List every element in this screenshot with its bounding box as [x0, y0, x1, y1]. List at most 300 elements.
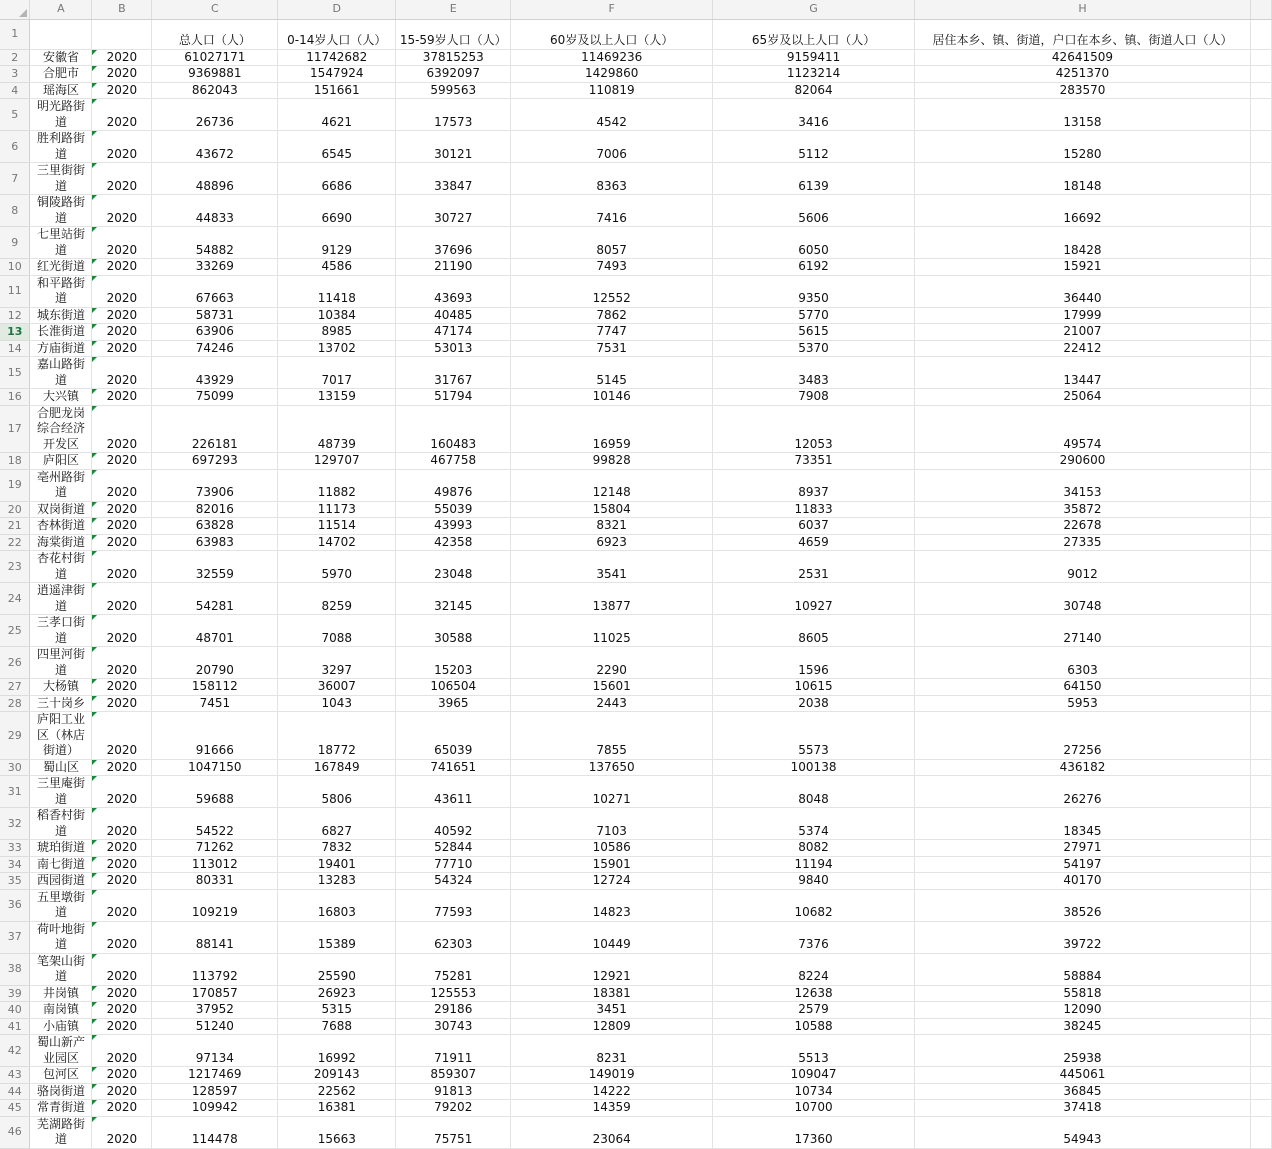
cell-empty[interactable]	[1250, 953, 1271, 985]
cell-total[interactable]: 59688	[152, 776, 278, 808]
cell-resident[interactable]: 18428	[915, 227, 1251, 259]
cell-resident[interactable]: 27335	[915, 534, 1251, 551]
cell-total[interactable]: 170857	[152, 985, 278, 1002]
cell-age-60-plus[interactable]: 8231	[511, 1035, 713, 1067]
cell-region-name[interactable]: 荷叶地街道	[30, 921, 92, 953]
cell-empty[interactable]	[1250, 776, 1271, 808]
cell-total[interactable]: 43929	[152, 357, 278, 389]
cell-total[interactable]: 43672	[152, 131, 278, 163]
cell-resident[interactable]: 25064	[915, 389, 1251, 406]
cell-year[interactable]: 2020	[92, 163, 152, 195]
row-number[interactable]: 28	[0, 695, 30, 712]
cell-age-15-59[interactable]: 31767	[396, 357, 511, 389]
cell-age-60-plus[interactable]: 7747	[511, 324, 713, 341]
cell-age-65-plus[interactable]: 6192	[713, 259, 915, 276]
cell-region-name[interactable]: 庐阳工业区（林店街道）	[30, 712, 92, 760]
cell-age-0-14[interactable]: 167849	[278, 759, 396, 776]
cell-age-65-plus[interactable]: 2038	[713, 695, 915, 712]
cell-region-name[interactable]: 方庙街道	[30, 340, 92, 357]
cell-age-15-59[interactable]: 29186	[396, 1002, 511, 1019]
cell-resident[interactable]: 9012	[915, 551, 1251, 583]
cell-age-15-59[interactable]: 40592	[396, 808, 511, 840]
cell-region-name[interactable]: 合肥市	[30, 66, 92, 83]
row-number[interactable]: 39	[0, 985, 30, 1002]
cell-region-name[interactable]: 大杨镇	[30, 679, 92, 696]
cell-age-60-plus[interactable]: 10146	[511, 389, 713, 406]
row-number[interactable]: 40	[0, 1002, 30, 1019]
cell-age-65-plus[interactable]: 10700	[713, 1100, 915, 1117]
cell-age-0-14[interactable]: 36007	[278, 679, 396, 696]
cell-resident[interactable]: 290600	[915, 453, 1251, 470]
cell-age-60-plus[interactable]: 149019	[511, 1067, 713, 1084]
cell-region-name[interactable]: 三孝口街道	[30, 615, 92, 647]
cell-age-15-59[interactable]: 160483	[396, 405, 511, 453]
cell-resident[interactable]: 35872	[915, 501, 1251, 518]
cell-age-60-plus[interactable]: 99828	[511, 453, 713, 470]
cell-age-65-plus[interactable]: 8605	[713, 615, 915, 647]
cell-empty[interactable]	[1250, 1002, 1271, 1019]
cell-resident[interactable]: 26276	[915, 776, 1251, 808]
cell-age-0-14[interactable]: 26923	[278, 985, 396, 1002]
cell-age-60-plus[interactable]: 8363	[511, 163, 713, 195]
cell-age-15-59[interactable]: 106504	[396, 679, 511, 696]
cell-age-60-plus[interactable]: 14222	[511, 1083, 713, 1100]
cell-age-15-59[interactable]: 17573	[396, 99, 511, 131]
cell-year[interactable]: 2020	[92, 759, 152, 776]
row-number[interactable]: 15	[0, 357, 30, 389]
cell-age-60-plus[interactable]: 7006	[511, 131, 713, 163]
cell-total[interactable]: 73906	[152, 469, 278, 501]
cell-age-15-59[interactable]: 55039	[396, 501, 511, 518]
cell-total[interactable]: 20790	[152, 647, 278, 679]
cell-age-0-14[interactable]: 1547924	[278, 66, 396, 83]
cell-age-60-plus[interactable]: 10271	[511, 776, 713, 808]
cell-year[interactable]: 2020	[92, 227, 152, 259]
cell-age-65-plus[interactable]: 100138	[713, 759, 915, 776]
cell-age-60-plus[interactable]: 12148	[511, 469, 713, 501]
cell-total[interactable]: 74246	[152, 340, 278, 357]
cell-total[interactable]: 97134	[152, 1035, 278, 1067]
cell-age-0-14[interactable]: 4621	[278, 99, 396, 131]
cell-resident[interactable]: 58884	[915, 953, 1251, 985]
cell-total[interactable]: 109942	[152, 1100, 278, 1117]
cell-resident[interactable]: 40170	[915, 873, 1251, 890]
cell-total[interactable]: 67663	[152, 275, 278, 307]
cell-age-65-plus[interactable]: 1596	[713, 647, 915, 679]
cell-year[interactable]: 2020	[92, 615, 152, 647]
cell-region-name[interactable]: 琥珀街道	[30, 840, 92, 857]
row-number[interactable]: 29	[0, 712, 30, 760]
cell-age-60-plus[interactable]: 6923	[511, 534, 713, 551]
cell-age-15-59[interactable]: 33847	[396, 163, 511, 195]
row-number[interactable]: 19	[0, 469, 30, 501]
header-age-65-plus[interactable]: 65岁及以上人口（人）	[713, 19, 915, 49]
cell-age-65-plus[interactable]: 9350	[713, 275, 915, 307]
cell-age-65-plus[interactable]: 12053	[713, 405, 915, 453]
cell-year[interactable]: 2020	[92, 679, 152, 696]
cell-age-60-plus[interactable]: 7531	[511, 340, 713, 357]
cell-year[interactable]: 2020	[92, 195, 152, 227]
row-number[interactable]: 5	[0, 99, 30, 131]
cell-total[interactable]: 54281	[152, 583, 278, 615]
cell-resident[interactable]: 39722	[915, 921, 1251, 953]
cell-total[interactable]: 63983	[152, 534, 278, 551]
cell-empty[interactable]	[1250, 808, 1271, 840]
cell-i1[interactable]	[1250, 19, 1271, 49]
cell-age-65-plus[interactable]: 10615	[713, 679, 915, 696]
cell-year[interactable]: 2020	[92, 99, 152, 131]
cell-resident[interactable]: 54197	[915, 856, 1251, 873]
cell-total[interactable]: 48896	[152, 163, 278, 195]
cell-year[interactable]: 2020	[92, 501, 152, 518]
cell-age-0-14[interactable]: 11742682	[278, 49, 396, 66]
cell-resident[interactable]: 15921	[915, 259, 1251, 276]
cell-empty[interactable]	[1250, 453, 1271, 470]
cell-age-65-plus[interactable]: 9159411	[713, 49, 915, 66]
cell-total[interactable]: 75099	[152, 389, 278, 406]
cell-age-0-14[interactable]: 11514	[278, 518, 396, 535]
cell-resident[interactable]: 49574	[915, 405, 1251, 453]
header-age-15-59[interactable]: 15-59岁人口（人）	[396, 19, 511, 49]
cell-resident[interactable]: 42641509	[915, 49, 1251, 66]
row-number[interactable]: 27	[0, 679, 30, 696]
cell-empty[interactable]	[1250, 712, 1271, 760]
select-all-corner[interactable]	[0, 0, 30, 19]
cell-age-60-plus[interactable]: 4542	[511, 99, 713, 131]
row-number[interactable]: 44	[0, 1083, 30, 1100]
cell-age-0-14[interactable]: 7832	[278, 840, 396, 857]
row-number[interactable]: 12	[0, 307, 30, 324]
row-number[interactable]: 20	[0, 501, 30, 518]
header-resident[interactable]: 居住本乡、镇、街道，户口在本乡、镇、街道人口（人）	[915, 19, 1251, 49]
cell-year[interactable]: 2020	[92, 889, 152, 921]
row-number[interactable]: 30	[0, 759, 30, 776]
cell-empty[interactable]	[1250, 856, 1271, 873]
cell-age-65-plus[interactable]: 10682	[713, 889, 915, 921]
cell-empty[interactable]	[1250, 357, 1271, 389]
cell-year[interactable]: 2020	[92, 131, 152, 163]
cell-region-name[interactable]: 四里河街道	[30, 647, 92, 679]
cell-year[interactable]: 2020	[92, 275, 152, 307]
cell-region-name[interactable]: 城东街道	[30, 307, 92, 324]
cell-age-0-14[interactable]: 15389	[278, 921, 396, 953]
cell-age-60-plus[interactable]: 12552	[511, 275, 713, 307]
cell-resident[interactable]: 27971	[915, 840, 1251, 857]
cell-age-65-plus[interactable]: 10734	[713, 1083, 915, 1100]
cell-age-15-59[interactable]: 71911	[396, 1035, 511, 1067]
cell-age-65-plus[interactable]: 5615	[713, 324, 915, 341]
cell-resident[interactable]: 37418	[915, 1100, 1251, 1117]
cell-total[interactable]: 33269	[152, 259, 278, 276]
row-number[interactable]: 43	[0, 1067, 30, 1084]
row-number[interactable]: 10	[0, 259, 30, 276]
cell-age-60-plus[interactable]: 8057	[511, 227, 713, 259]
cell-region-name[interactable]: 胜利路街道	[30, 131, 92, 163]
cell-age-0-14[interactable]: 5806	[278, 776, 396, 808]
cell-age-15-59[interactable]: 15203	[396, 647, 511, 679]
cell-resident[interactable]: 27140	[915, 615, 1251, 647]
cell-empty[interactable]	[1250, 985, 1271, 1002]
row-number[interactable]: 34	[0, 856, 30, 873]
cell-resident[interactable]: 5953	[915, 695, 1251, 712]
row-number[interactable]: 1	[0, 19, 30, 49]
cell-total[interactable]: 48701	[152, 615, 278, 647]
cell-resident[interactable]: 22412	[915, 340, 1251, 357]
cell-age-60-plus[interactable]: 14359	[511, 1100, 713, 1117]
row-number[interactable]: 36	[0, 889, 30, 921]
cell-resident[interactable]: 15280	[915, 131, 1251, 163]
cell-empty[interactable]	[1250, 551, 1271, 583]
cell-age-60-plus[interactable]: 3451	[511, 1002, 713, 1019]
cell-age-0-14[interactable]: 25590	[278, 953, 396, 985]
cell-resident[interactable]: 12090	[915, 1002, 1251, 1019]
cell-age-60-plus[interactable]: 5145	[511, 357, 713, 389]
cell-total[interactable]: 7451	[152, 695, 278, 712]
cell-resident[interactable]: 13158	[915, 99, 1251, 131]
cell-empty[interactable]	[1250, 275, 1271, 307]
row-number[interactable]: 26	[0, 647, 30, 679]
cell-empty[interactable]	[1250, 1083, 1271, 1100]
cell-age-15-59[interactable]: 77593	[396, 889, 511, 921]
cell-resident[interactable]: 36440	[915, 275, 1251, 307]
row-number[interactable]: 18	[0, 453, 30, 470]
cell-year[interactable]: 2020	[92, 1067, 152, 1084]
cell-region-name[interactable]: 长淮街道	[30, 324, 92, 341]
cell-region-name[interactable]: 大兴镇	[30, 389, 92, 406]
cell-age-0-14[interactable]: 151661	[278, 82, 396, 99]
cell-empty[interactable]	[1250, 695, 1271, 712]
cell-year[interactable]: 2020	[92, 389, 152, 406]
cell-age-15-59[interactable]: 75281	[396, 953, 511, 985]
cell-age-15-59[interactable]: 30121	[396, 131, 511, 163]
cell-age-65-plus[interactable]: 5513	[713, 1035, 915, 1067]
cell-year[interactable]: 2020	[92, 518, 152, 535]
cell-age-0-14[interactable]: 7088	[278, 615, 396, 647]
column-header-b[interactable]: B	[92, 0, 152, 19]
cell-total[interactable]: 1047150	[152, 759, 278, 776]
cell-total[interactable]: 44833	[152, 195, 278, 227]
cell-year[interactable]: 2020	[92, 583, 152, 615]
cell-resident[interactable]: 445061	[915, 1067, 1251, 1084]
cell-age-60-plus[interactable]: 7103	[511, 808, 713, 840]
cell-year[interactable]: 2020	[92, 776, 152, 808]
cell-age-15-59[interactable]: 30743	[396, 1018, 511, 1035]
cell-age-65-plus[interactable]: 8048	[713, 776, 915, 808]
cell-age-60-plus[interactable]: 3541	[511, 551, 713, 583]
cell-age-15-59[interactable]: 53013	[396, 340, 511, 357]
cell-total[interactable]: 91666	[152, 712, 278, 760]
cell-region-name[interactable]: 逍遥津街道	[30, 583, 92, 615]
cell-empty[interactable]	[1250, 921, 1271, 953]
cell-empty[interactable]	[1250, 324, 1271, 341]
cell-empty[interactable]	[1250, 227, 1271, 259]
cell-region-name[interactable]: 双岗街道	[30, 501, 92, 518]
cell-resident[interactable]: 4251370	[915, 66, 1251, 83]
cell-age-60-plus[interactable]: 110819	[511, 82, 713, 99]
cell-age-15-59[interactable]: 43993	[396, 518, 511, 535]
cell-age-60-plus[interactable]: 2290	[511, 647, 713, 679]
cell-age-0-14[interactable]: 6690	[278, 195, 396, 227]
cell-region-name[interactable]: 蜀山区	[30, 759, 92, 776]
cell-age-65-plus[interactable]: 2531	[713, 551, 915, 583]
cell-age-60-plus[interactable]: 15901	[511, 856, 713, 873]
cell-resident[interactable]: 21007	[915, 324, 1251, 341]
row-number[interactable]: 33	[0, 840, 30, 857]
cell-age-15-59[interactable]: 3965	[396, 695, 511, 712]
cell-resident[interactable]: 283570	[915, 82, 1251, 99]
header-total[interactable]: 总人口（人）	[152, 19, 278, 49]
cell-year[interactable]: 2020	[92, 307, 152, 324]
cell-a1[interactable]	[30, 19, 92, 49]
cell-age-65-plus[interactable]: 1123214	[713, 66, 915, 83]
row-number[interactable]: 14	[0, 340, 30, 357]
cell-age-65-plus[interactable]: 3483	[713, 357, 915, 389]
cell-age-65-plus[interactable]: 8937	[713, 469, 915, 501]
cell-age-65-plus[interactable]: 5112	[713, 131, 915, 163]
cell-region-name[interactable]: 嘉山路街道	[30, 357, 92, 389]
cell-region-name[interactable]: 小庙镇	[30, 1018, 92, 1035]
cell-total[interactable]: 32559	[152, 551, 278, 583]
cell-total[interactable]: 9369881	[152, 66, 278, 83]
cell-age-65-plus[interactable]: 10927	[713, 583, 915, 615]
row-number[interactable]: 41	[0, 1018, 30, 1035]
cell-age-15-59[interactable]: 467758	[396, 453, 511, 470]
cell-age-60-plus[interactable]: 15601	[511, 679, 713, 696]
column-header-a[interactable]: A	[30, 0, 92, 19]
cell-age-15-59[interactable]: 32145	[396, 583, 511, 615]
cell-age-65-plus[interactable]: 6139	[713, 163, 915, 195]
cell-age-15-59[interactable]: 741651	[396, 759, 511, 776]
cell-age-65-plus[interactable]: 5370	[713, 340, 915, 357]
cell-region-name[interactable]: 杏林街道	[30, 518, 92, 535]
cell-region-name[interactable]: 瑶海区	[30, 82, 92, 99]
cell-total[interactable]: 37952	[152, 1002, 278, 1019]
cell-year[interactable]: 2020	[92, 1002, 152, 1019]
cell-total[interactable]: 862043	[152, 82, 278, 99]
cell-age-60-plus[interactable]: 15804	[511, 501, 713, 518]
cell-age-60-plus[interactable]: 7862	[511, 307, 713, 324]
cell-year[interactable]: 2020	[92, 49, 152, 66]
cell-age-65-plus[interactable]: 5606	[713, 195, 915, 227]
cell-age-0-14[interactable]: 13159	[278, 389, 396, 406]
cell-year[interactable]: 2020	[92, 82, 152, 99]
cell-empty[interactable]	[1250, 195, 1271, 227]
cell-year[interactable]: 2020	[92, 1100, 152, 1117]
cell-age-15-59[interactable]: 52844	[396, 840, 511, 857]
cell-empty[interactable]	[1250, 889, 1271, 921]
cell-region-name[interactable]: 庐阳区	[30, 453, 92, 470]
cell-total[interactable]: 114478	[152, 1116, 278, 1148]
cell-resident[interactable]: 22678	[915, 518, 1251, 535]
cell-age-65-plus[interactable]: 7908	[713, 389, 915, 406]
cell-age-65-plus[interactable]: 11833	[713, 501, 915, 518]
cell-age-60-plus[interactable]: 23064	[511, 1116, 713, 1148]
cell-region-name[interactable]: 三十岗乡	[30, 695, 92, 712]
cell-age-15-59[interactable]: 79202	[396, 1100, 511, 1117]
cell-age-0-14[interactable]: 209143	[278, 1067, 396, 1084]
cell-age-0-14[interactable]: 8985	[278, 324, 396, 341]
cell-total[interactable]: 71262	[152, 840, 278, 857]
cell-total[interactable]: 61027171	[152, 49, 278, 66]
cell-age-0-14[interactable]: 6545	[278, 131, 396, 163]
cell-age-0-14[interactable]: 11882	[278, 469, 396, 501]
cell-age-0-14[interactable]: 11418	[278, 275, 396, 307]
cell-year[interactable]: 2020	[92, 953, 152, 985]
cell-region-name[interactable]: 芜湖路街道	[30, 1116, 92, 1148]
cell-age-0-14[interactable]: 129707	[278, 453, 396, 470]
cell-age-65-plus[interactable]: 73351	[713, 453, 915, 470]
cell-year[interactable]: 2020	[92, 453, 152, 470]
row-number[interactable]: 17	[0, 405, 30, 453]
cell-age-0-14[interactable]: 13283	[278, 873, 396, 890]
cell-empty[interactable]	[1250, 66, 1271, 83]
cell-age-65-plus[interactable]: 5770	[713, 307, 915, 324]
cell-total[interactable]: 26736	[152, 99, 278, 131]
cell-total[interactable]: 54882	[152, 227, 278, 259]
cell-age-65-plus[interactable]: 17360	[713, 1116, 915, 1148]
row-number[interactable]: 32	[0, 808, 30, 840]
cell-age-0-14[interactable]: 1043	[278, 695, 396, 712]
cell-empty[interactable]	[1250, 163, 1271, 195]
cell-age-15-59[interactable]: 42358	[396, 534, 511, 551]
cell-total[interactable]: 88141	[152, 921, 278, 953]
cell-age-15-59[interactable]: 599563	[396, 82, 511, 99]
cell-resident[interactable]: 16692	[915, 195, 1251, 227]
row-number[interactable]: 9	[0, 227, 30, 259]
cell-empty[interactable]	[1250, 1067, 1271, 1084]
cell-empty[interactable]	[1250, 615, 1271, 647]
cell-region-name[interactable]: 笔架山街道	[30, 953, 92, 985]
cell-year[interactable]: 2020	[92, 840, 152, 857]
cell-empty[interactable]	[1250, 259, 1271, 276]
cell-age-65-plus[interactable]: 10588	[713, 1018, 915, 1035]
cell-age-65-plus[interactable]: 3416	[713, 99, 915, 131]
cell-age-0-14[interactable]: 4586	[278, 259, 396, 276]
cell-age-15-59[interactable]: 40485	[396, 307, 511, 324]
cell-total[interactable]: 226181	[152, 405, 278, 453]
cell-region-name[interactable]: 井岗镇	[30, 985, 92, 1002]
row-number[interactable]: 46	[0, 1116, 30, 1148]
cell-age-0-14[interactable]: 15663	[278, 1116, 396, 1148]
column-header-d[interactable]: D	[278, 0, 396, 19]
cell-age-60-plus[interactable]: 2443	[511, 695, 713, 712]
cell-region-name[interactable]: 安徽省	[30, 49, 92, 66]
cell-age-15-59[interactable]: 37696	[396, 227, 511, 259]
cell-age-0-14[interactable]: 6827	[278, 808, 396, 840]
cell-empty[interactable]	[1250, 873, 1271, 890]
cell-age-15-59[interactable]: 51794	[396, 389, 511, 406]
cell-year[interactable]: 2020	[92, 873, 152, 890]
cell-year[interactable]: 2020	[92, 856, 152, 873]
column-header-f[interactable]: F	[511, 0, 713, 19]
cell-age-15-59[interactable]: 47174	[396, 324, 511, 341]
cell-age-60-plus[interactable]: 12809	[511, 1018, 713, 1035]
cell-age-65-plus[interactable]: 109047	[713, 1067, 915, 1084]
row-number[interactable]: 25	[0, 615, 30, 647]
cell-resident[interactable]: 6303	[915, 647, 1251, 679]
cell-empty[interactable]	[1250, 82, 1271, 99]
cell-empty[interactable]	[1250, 49, 1271, 66]
row-number[interactable]: 16	[0, 389, 30, 406]
column-header-c[interactable]: C	[152, 0, 278, 19]
cell-age-65-plus[interactable]: 7376	[713, 921, 915, 953]
cell-age-65-plus[interactable]: 11194	[713, 856, 915, 873]
cell-region-name[interactable]: 合肥龙岗综合经济开发区	[30, 405, 92, 453]
cell-year[interactable]: 2020	[92, 1116, 152, 1148]
cell-empty[interactable]	[1250, 307, 1271, 324]
cell-year[interactable]: 2020	[92, 469, 152, 501]
cell-empty[interactable]	[1250, 1100, 1271, 1117]
